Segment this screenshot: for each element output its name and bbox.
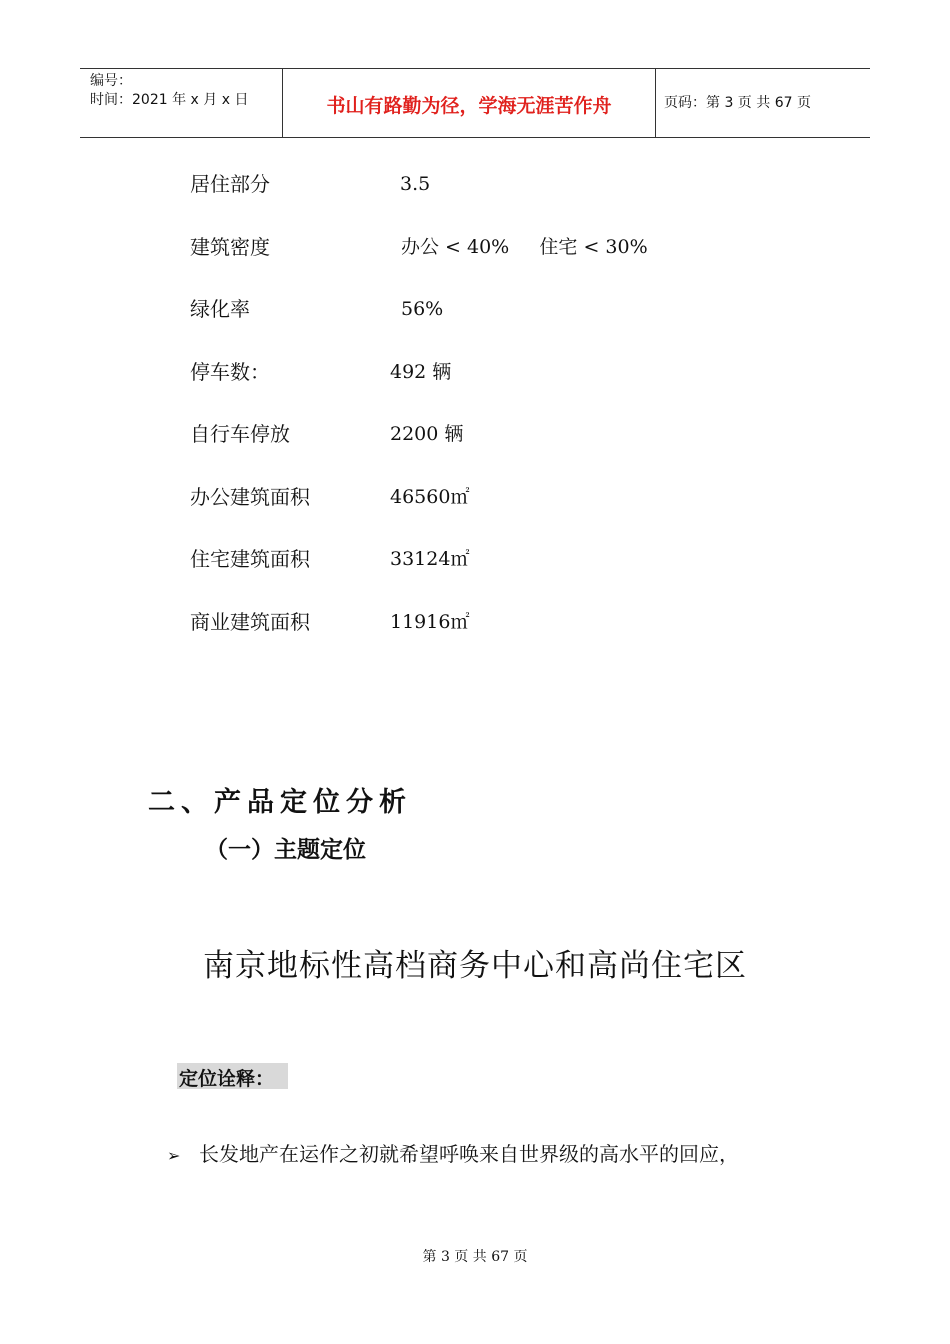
header-info-cell bbox=[80, 69, 282, 137]
arrow-bullet-icon: ➢ bbox=[167, 1146, 181, 1165]
stat-value: 492 辆 bbox=[390, 361, 452, 383]
stat-label: 自行车停放 bbox=[190, 422, 290, 446]
header-page-number: 页码：第 3 页 共 67 页 bbox=[664, 95, 811, 111]
document-time-label: 时间：2021 年 x 月 x 日 bbox=[90, 92, 249, 108]
stat-value: 33124㎡ bbox=[390, 548, 470, 570]
bullet-item bbox=[167, 1140, 739, 1170]
stat-value: 56% bbox=[401, 298, 444, 320]
section-heading: 二、产品定位分析 bbox=[148, 787, 412, 818]
stat-label: 居住部分 bbox=[190, 172, 270, 196]
document-number-label: 编号： bbox=[90, 73, 132, 89]
bullet-text: 长发地产在运作之初就希望呼唤来自世界级的高水平的回应， bbox=[199, 1142, 739, 1166]
stat-value: 3.5 bbox=[400, 173, 431, 195]
stat-label: 建筑密度 bbox=[190, 235, 270, 259]
positioning-slogan: 南京地标性高档商务中心和高尚住宅区 bbox=[203, 948, 747, 984]
stat-value: 11916㎡ bbox=[390, 611, 470, 633]
stat-label: 商业建筑面积 bbox=[190, 610, 310, 634]
header-page-cell bbox=[656, 69, 870, 137]
stat-value: 办公 < 40% 住宅 < 30% bbox=[401, 236, 648, 258]
header-motto: 书山有路勤为径，学海无涯苦作舟 bbox=[326, 95, 612, 117]
header-motto-cell bbox=[282, 69, 656, 137]
stat-label: 停车数： bbox=[190, 360, 270, 384]
page-footer: 第 3 页 共 67 页 bbox=[422, 1249, 528, 1265]
explanation-label-box bbox=[177, 1063, 288, 1089]
subsection-heading: （一）主题定位 bbox=[205, 837, 366, 863]
page-header bbox=[80, 68, 870, 138]
stat-label: 办公建筑面积 bbox=[190, 485, 310, 509]
stat-value: 46560㎡ bbox=[390, 486, 470, 508]
stat-value: 2200 辆 bbox=[390, 423, 464, 445]
stat-label: 绿化率 bbox=[190, 297, 250, 321]
explanation-label: 定位诠释： bbox=[179, 1068, 275, 1090]
stat-label: 住宅建筑面积 bbox=[190, 547, 310, 571]
